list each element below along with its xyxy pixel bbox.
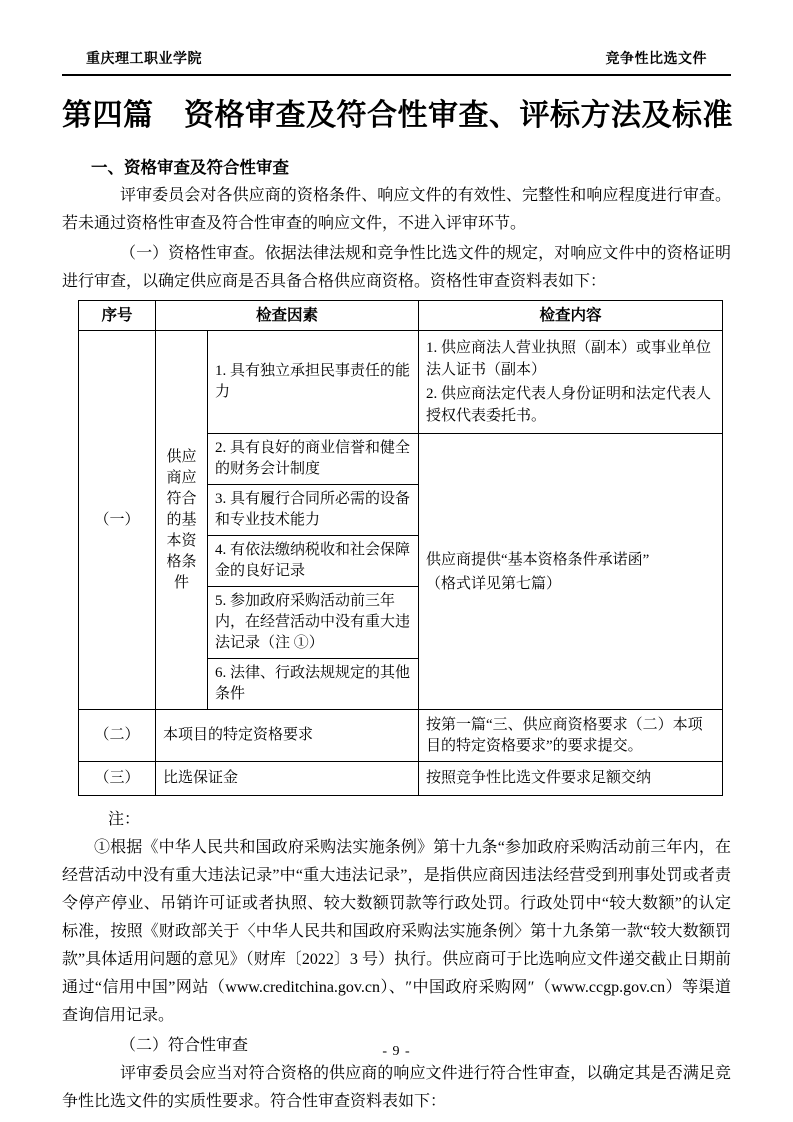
group3-content-cell: 按照竞争性比选文件要求足额交纳 (419, 762, 723, 796)
content-1-cell (419, 331, 723, 434)
page-header (62, 48, 731, 76)
note-1-paragraph: ①根据《中华人民共和国政府采购法实施条例》第十九条“参加政府采购活动前三年内，在经营活动中没有重大违法记录”中“重大违法记录”，是指供应商因违法经营受到刑事处罚或者责令停产停业、吊销许可证或者执照、较大数额罚款等行政处罚。行政处罚中“较大数额”的认定标准，按照《财政部关于〈中华人民共和国政府采购法实施条例〉第十九条第一款“较大数额罚款”具体适用问题的意见》（财库〔2022〕3 号）执行。供应商可于比选响应文件递交截止日期前通过“信用中国”网站（www.creditchina.gov.cn）、″中国政府采购网″（www.ccgp.gov.cn）等渠道查询信用记录。 (62, 839, 731, 1024)
factor-5-cell: 5. 参加政府采购活动前三年内，在经营活动中没有重大违法记录（注 ①） (208, 587, 419, 659)
factor-4-cell: 4. 有依法缴纳税收和社会保障金的良好记录 (208, 536, 419, 587)
section-1-heading: 一、资格审查及符合性审查 (91, 159, 289, 177)
header-org-name: 重庆理工职业学院 (86, 50, 202, 66)
factor-6-cell: 6. 法律、行政法规规定的其他条件 (208, 659, 419, 710)
table-row (79, 762, 723, 796)
table-row (79, 331, 723, 434)
col-header-factor: 检查因素 (156, 301, 419, 331)
col-header-content: 检查内容 (419, 301, 723, 331)
factor-1-cell: 1. 具有独立承担民事责任的能力 (208, 331, 419, 434)
col-header-seq: 序号 (79, 301, 156, 331)
table-header-row (79, 301, 723, 331)
factor-2-cell: 2. 具有良好的商业信誉和健全的财务会计制度 (208, 434, 419, 485)
header-doc-type: 竞争性比选文件 (605, 50, 707, 66)
content-1-line-1: 1. 供应商法人营业执照（副本）或事业单位法人证书（副本） (426, 340, 712, 378)
page-content (62, 48, 731, 1116)
group2-seq-cell: （二） (79, 710, 156, 762)
document-title: 第四篇 资格审查及符合性审查、评标方法及标准 (62, 99, 733, 132)
group3-seq-cell: （三） (79, 762, 156, 796)
section-1-intro-paragraph: 评审委员会对各供应商的资格条件、响应文件的有效性、完整性和响应程度进行审查。若未通过资格性审查及符合性审查的响应文件，不进入评审环节。 (62, 187, 731, 232)
content-1-line-2: 2. 供应商法定代表人身份证明和法定代表人授权代表委托书。 (426, 386, 712, 424)
content-2-cell (419, 434, 723, 710)
group1-seq-cell: （一） (79, 331, 156, 710)
section-2-heading: （二）符合性审查 (120, 1037, 249, 1054)
factor-3-cell: 3. 具有履行合同所必需的设备和专业技术能力 (208, 485, 419, 536)
group1-category-cell: 供应商应符合的基本资格条件 (156, 331, 208, 710)
page-number: - 9 - (382, 1044, 411, 1059)
group3-factor-cell: 比选保证金 (156, 762, 419, 796)
section-2-paragraph: 评审委员会应当对符合资格的供应商的响应文件进行符合性审查，以确定其是否满足竞争性比选文件的实质性要求。符合性审查资料表如下： (62, 1065, 731, 1110)
qualification-review-paragraph: （一）资格性审查。依据法律法规和竞争性比选文件的规定，对响应文件中的资格证明进行审查，以确定供应商是否具备合格供应商资格。资格性审查资料表如下： (62, 245, 731, 290)
group2-content-cell: 按第一篇“三、供应商资格要求（二）本项目的特定资格要求”的要求提交。 (419, 710, 723, 762)
content-2-line-2: （格式详见第七篇） (426, 575, 562, 592)
table-row (79, 710, 723, 762)
notes-label: 注： (108, 811, 141, 828)
content-2-line-1: 供应商提供“基本资格条件承诺函” (426, 551, 650, 568)
group2-factor-cell: 本项目的特定资格要求 (156, 710, 419, 762)
qualification-review-table (78, 300, 723, 796)
